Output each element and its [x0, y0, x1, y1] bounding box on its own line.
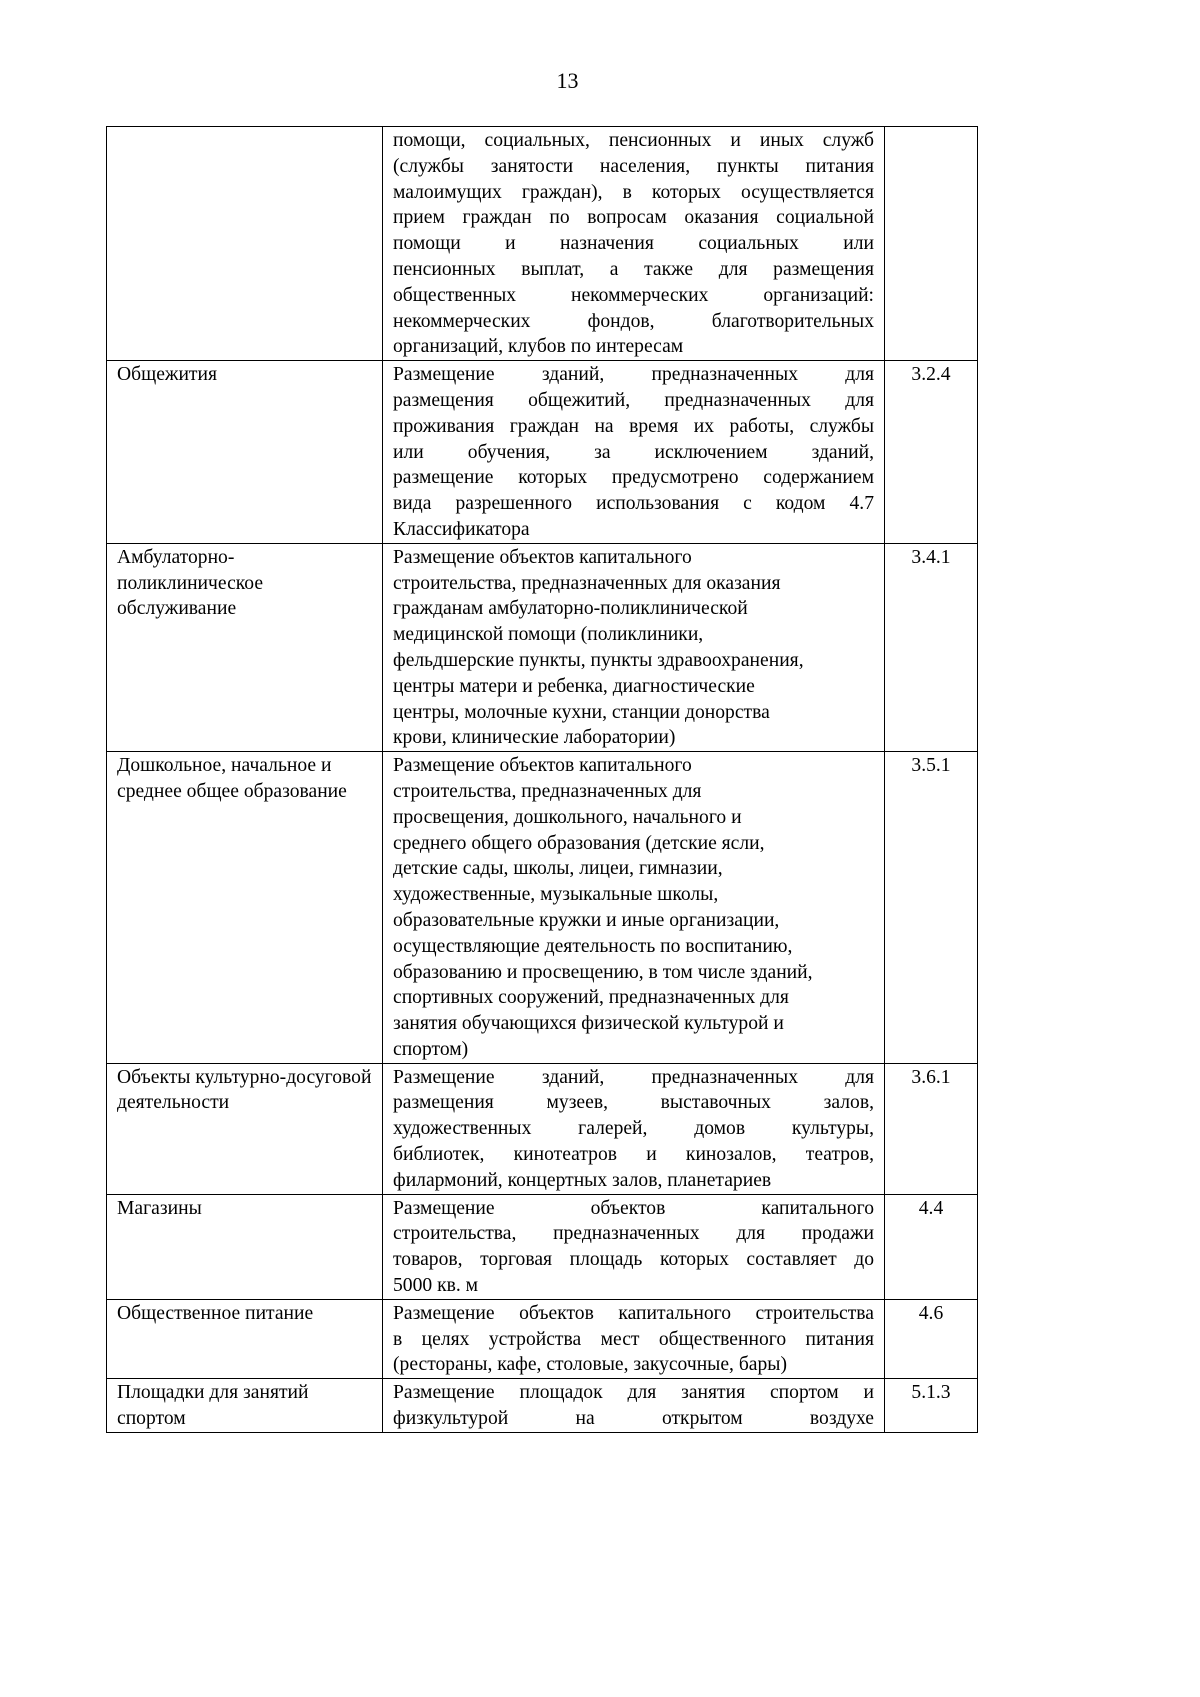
description-line: размещения музеев, выставочных залов,	[393, 1092, 874, 1114]
description-line: помощи, социальных, пенсионных и иных служб	[393, 130, 874, 151]
use-type-name-cell: Амбулаторно-поликлиническое обслуживание	[107, 543, 383, 751]
description-line: центры матери и ребенка, диагностические	[393, 675, 755, 697]
description-line: помощи и назначения социальных или	[393, 233, 874, 255]
description-line: вида разрешенного использования с кодом 4.7	[393, 493, 874, 515]
use-type-name-cell: Дошкольное, начальное и среднее общее образование	[107, 752, 383, 1064]
description-line: Размещение объектов капитального	[393, 755, 692, 777]
use-type-code-cell: 3.6.1	[885, 1063, 978, 1194]
description-line: физкультурой на открытом воздухе	[393, 1408, 874, 1430]
description-line: детские сады, школы, лицеи, гимназии,	[393, 858, 723, 880]
use-type-name-cell: Общественное питание	[107, 1299, 383, 1378]
use-type-name-cell: Магазины	[107, 1194, 383, 1299]
description-line: размещения общежитий, предназначенных для	[393, 389, 874, 411]
table-row	[107, 127, 978, 361]
description-line: гражданам амбулаторно-поликлинической	[393, 598, 748, 620]
table-body	[107, 127, 978, 1433]
description-line: образовательные кружки и иные организации,	[393, 909, 780, 931]
use-type-description-cell	[383, 1379, 885, 1433]
description-line: пенсионных выплат, а также для размещения	[393, 258, 874, 280]
description-line: спортивных сооружений, предназначенных для	[393, 987, 789, 1009]
use-type-name-cell	[107, 127, 383, 361]
description-line: некоммерческих фондов, благотворительных	[393, 310, 874, 332]
description-line: или обучения, за исключением зданий,	[393, 441, 874, 463]
use-type-name-cell: Объекты культурно-досуговой деятельности	[107, 1063, 383, 1194]
description-line: крови, клинические лаборатории)	[393, 727, 676, 749]
description-line: 5000 кв. м	[393, 1275, 479, 1297]
description-line: (службы занятости населения, пункты питания	[393, 155, 874, 177]
description-line: образованию и просвещению, в том числе зданий,	[393, 961, 813, 983]
use-type-code-cell: 4.6	[885, 1299, 978, 1378]
use-type-description-cell	[383, 752, 885, 1064]
use-type-code-cell: 3.5.1	[885, 752, 978, 1064]
description-line: художественных галерей, домов культуры,	[393, 1118, 874, 1140]
description-line: размещение которых предусмотрено содержанием	[393, 467, 874, 489]
description-line: Размещение объектов капитального строительства	[393, 1302, 874, 1324]
description-line: общественных некоммерческих организаций:	[393, 284, 874, 306]
description-line: (рестораны, кафе, столовые, закусочные, бары)	[393, 1354, 787, 1376]
description-line: среднего общего образования (детские ясли,	[393, 832, 765, 854]
table-row	[107, 1299, 978, 1378]
description-line: фельдшерские пункты, пункты здравоохранения,	[393, 649, 804, 671]
table-row	[107, 752, 978, 1064]
use-type-description-cell	[383, 1063, 885, 1194]
description-line: Размещение объектов капитального	[393, 1197, 874, 1219]
description-line: художественные, музыкальные школы,	[393, 884, 719, 906]
table-row	[107, 1194, 978, 1299]
description-line: Размещение зданий, предназначенных для	[393, 364, 874, 386]
table-row	[107, 1379, 978, 1433]
description-line: медицинской помощи (поликлиники,	[393, 624, 704, 646]
page-number: 13	[556, 68, 579, 93]
use-type-description-cell	[383, 1194, 885, 1299]
use-type-code-cell: 5.1.3	[885, 1379, 978, 1433]
use-type-code-cell: 3.2.4	[885, 361, 978, 544]
description-line: строительства, предназначенных для	[393, 780, 702, 802]
land-use-table	[106, 126, 978, 1433]
description-line: строительства, предназначенных для оказания	[393, 572, 781, 594]
use-type-description-cell	[383, 361, 885, 544]
description-line: центры, молочные кухни, станции донорства	[393, 701, 770, 723]
description-line: проживания граждан на время их работы, службы	[393, 415, 874, 437]
description-line: просвещения, дошкольного, начального и	[393, 806, 742, 828]
use-type-code-cell: 3.4.1	[885, 543, 978, 751]
description-line: организаций, клубов по интересам	[393, 336, 684, 358]
description-line: прием граждан по вопросам оказания социальной	[393, 207, 874, 229]
use-type-name-cell: Общежития	[107, 361, 383, 544]
description-line: библиотек, кинотеатров и кинозалов, театров,	[393, 1144, 874, 1166]
description-line: Размещение зданий, предназначенных для	[393, 1066, 874, 1088]
table-row	[107, 543, 978, 751]
description-line: осуществляющие деятельность по воспитанию,	[393, 935, 793, 957]
use-type-code-cell	[885, 127, 978, 361]
description-line: занятия обучающихся физической культурой и	[393, 1013, 784, 1035]
table-row	[107, 361, 978, 544]
description-line: спортом)	[393, 1038, 469, 1060]
use-type-name-cell: Площадки для занятий спортом	[107, 1379, 383, 1433]
table-row	[107, 1063, 978, 1194]
use-type-description-cell	[383, 543, 885, 751]
use-type-description-cell	[383, 1299, 885, 1378]
description-line: товаров, торговая площадь которых составляет до	[393, 1249, 874, 1271]
use-type-code-cell: 4.4	[885, 1194, 978, 1299]
description-line: филармоний, концертных залов, планетариев	[393, 1169, 772, 1191]
use-type-description-cell	[383, 127, 885, 361]
description-line: малоимущих граждан), в которых осуществляется	[393, 181, 874, 203]
description-line: Размещение площадок для занятия спортом и	[393, 1382, 874, 1404]
description-line: Классификатора	[393, 518, 530, 540]
description-line: Размещение объектов капитального	[393, 546, 692, 568]
description-line: строительства, предназначенных для продажи	[393, 1223, 874, 1245]
description-line: в целях устройства мест общественного питания	[393, 1328, 874, 1350]
